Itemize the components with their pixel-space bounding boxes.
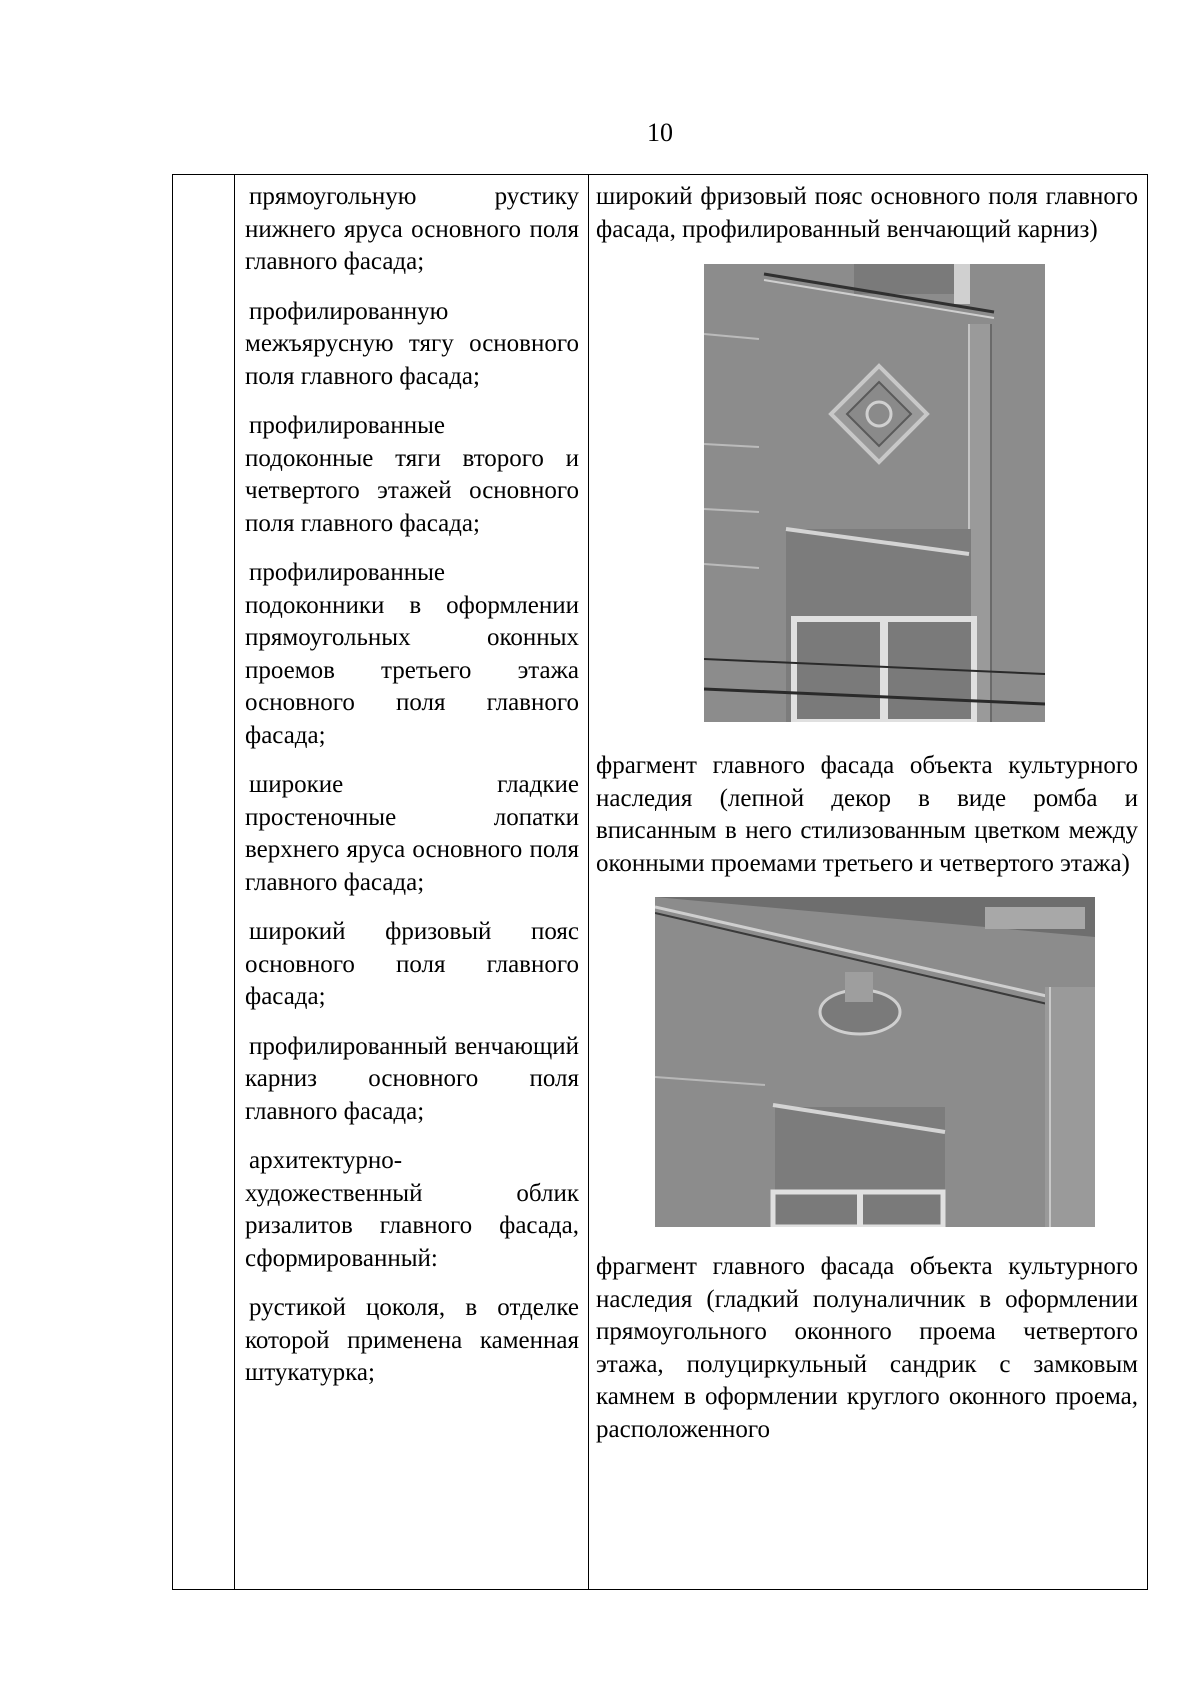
list-item: широкий фризовый пояс основного поля главного фасада; (245, 918, 579, 1010)
facade-photo-rhombus-decor (704, 264, 1045, 722)
list-item: прямоугольную рустику нижнего яруса основного поля главного фасада; (245, 183, 579, 275)
list-item: архитектурно-художественный облик ризалитов главного фасада, сформированный: (245, 1147, 579, 1272)
list-item: широкие гладкие простеночные лопатки верхнего яруса основного поля главного фасада; (245, 771, 579, 896)
list-item: профилированный венчающий карниз основного поля главного фасада; (245, 1032, 579, 1125)
photo-caption-2: фрагмент главного фасада объекта культурного наследия (гладкий полуналичник в оформлении прямоугольного оконного проема четвертого этажа, полуциркульный сандрик с замковым камнем в оформлении круглого оконного проема, расположенного (596, 1253, 1138, 1443)
list-item: профилированные подоконники в оформлении прямоугольных оконных проемов третьего этажа основного поля главного фасада; (245, 559, 579, 749)
list-item: профилированные подоконные тяги второго и четвертого этажей основного поля главного фасада; (245, 412, 579, 537)
intro-text: широкий фризовый пояс основного поля главного фасада, профилированный венчающий карниз) (596, 183, 1138, 243)
facade-photo-window-pediment (655, 897, 1095, 1227)
photo-caption-1: фрагмент главного фасада объекта культурного наследия (лепной декор в виде ромба и вписанным в него стилизованным цветком между оконными проемами третьего и четвертого этажа) (596, 752, 1138, 877)
facade-photo-1-image (704, 264, 1045, 722)
document-table (172, 174, 1148, 1590)
photo-illustrations-column (596, 181, 1138, 1463)
list-item: рустикой цоколя, в отделке которой применена каменная штукатурка; (245, 1294, 579, 1386)
table-column-divider (588, 175, 589, 1589)
protected-features-column (245, 181, 579, 1407)
table-column-divider (234, 175, 235, 1589)
page-number: 10 (647, 118, 673, 147)
facade-photo-2-image (655, 897, 1095, 1227)
list-item: профилированную межъярусную тягу основного поля главного фасада; (245, 297, 579, 390)
